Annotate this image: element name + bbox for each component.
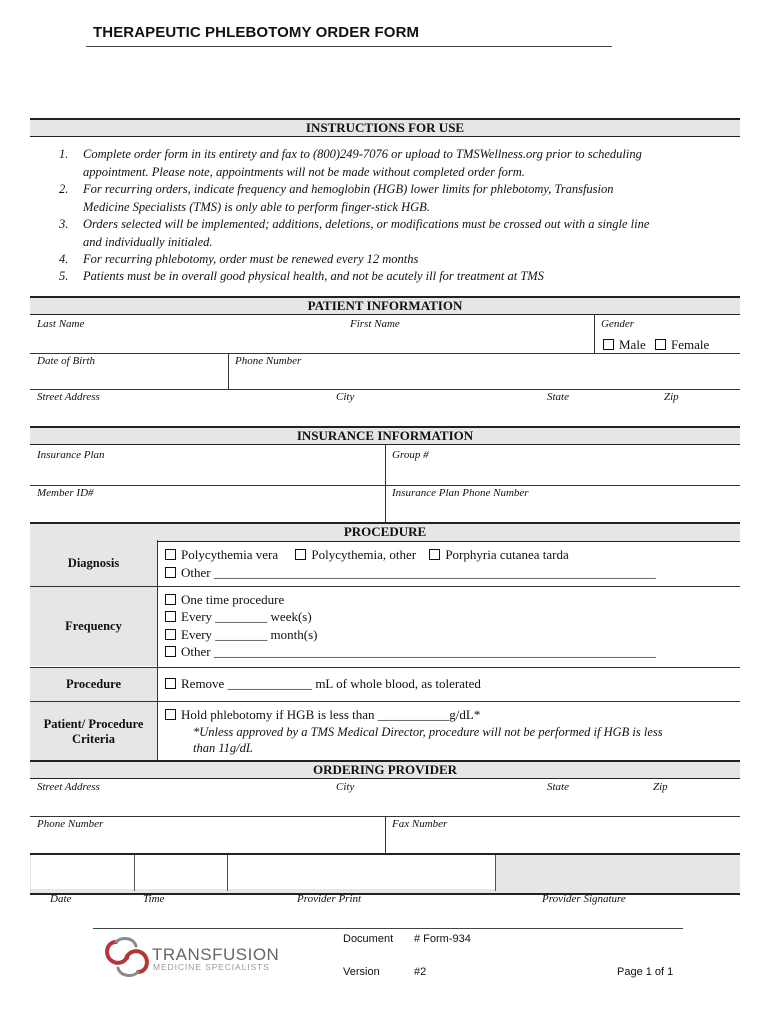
member-id-field[interactable]: Member ID#: [37, 487, 94, 499]
tms-logo-icon: [102, 934, 152, 980]
criteria-note-line: *Unless approved by a TMS Medical Director, procedure will not be performed if HGB is less: [193, 725, 663, 739]
diagnosis-other-checkbox[interactable]: Other ____________________________________________________________________: [165, 564, 656, 581]
divider: [30, 389, 740, 390]
zip-field[interactable]: Zip: [664, 391, 679, 403]
checkbox-icon: [429, 549, 440, 560]
provider-print-label: Provider Print: [297, 893, 362, 905]
instruction-item-3: [59, 216, 650, 251]
divider: [594, 314, 595, 354]
instruction-text: Orders selected will be implemented; additions, deletions, or modifications must be crossed out with a single line: [83, 217, 650, 231]
criteria-label-line: Patient/ Procedure: [43, 716, 144, 731]
criteria-note-line: than 11g/dL: [193, 741, 253, 755]
title-underline: [86, 46, 612, 47]
instruction-number: 5.: [59, 269, 69, 283]
checkbox-icon: [655, 339, 666, 350]
instruction-item-1: [59, 146, 642, 181]
divider: [30, 485, 740, 486]
instruction-text: For recurring phlebotomy, order must be renewed every 12 months: [83, 252, 419, 266]
hold-phlebotomy-checkbox[interactable]: Hold phlebotomy if HGB is less than ___________g/dL*: [165, 706, 480, 723]
checkbox-icon: [165, 549, 176, 560]
form-title: THERAPEUTIC PHLEBOTOMY ORDER FORM: [93, 24, 420, 41]
checkbox-icon: [603, 339, 614, 350]
footer-rule: [93, 928, 683, 929]
dob-field[interactable]: Date of Birth: [37, 355, 96, 367]
provider-street-field[interactable]: Street Address: [37, 781, 100, 793]
checkbox-icon: [165, 629, 176, 640]
version-number: #2: [414, 966, 427, 978]
insurance-heading: INSURANCE INFORMATION: [30, 426, 740, 445]
frequency-label: Frequency: [30, 587, 157, 666]
divider: [157, 540, 158, 762]
page-indicator: Page 1 of 1: [617, 966, 674, 978]
polycythemia-vera-checkbox[interactable]: Polycythemia vera: [165, 547, 278, 562]
plan-phone-field[interactable]: Insurance Plan Phone Number: [392, 487, 529, 499]
checkbox-icon: [295, 549, 306, 560]
provider-state-field[interactable]: State: [547, 781, 569, 793]
procedure-label: Procedure: [30, 668, 157, 701]
instructions-heading: INSTRUCTIONS FOR USE: [30, 118, 740, 137]
document-number: # Form-934: [414, 933, 471, 945]
instruction-item-5: [59, 268, 544, 286]
divider: [228, 353, 229, 389]
instruction-text: and individually initialed.: [83, 234, 213, 249]
state-field[interactable]: State: [547, 391, 569, 403]
freq-month-checkbox[interactable]: Every ________ month(s): [165, 626, 317, 643]
phone-field[interactable]: Phone Number: [235, 355, 302, 367]
male-checkbox[interactable]: Male: [603, 337, 646, 352]
provider-heading: ORDERING PROVIDER: [30, 760, 740, 779]
instruction-text: Medicine Specialists (TMS) is only able to perform finger-stick HGB.: [83, 199, 430, 214]
provider-zip-field[interactable]: Zip: [653, 781, 668, 793]
provider-signature-label: Provider Signature: [542, 893, 626, 905]
criteria-label-line: Criteria: [71, 731, 116, 746]
time-input[interactable]: [135, 855, 227, 889]
provider-phone-field[interactable]: Phone Number: [37, 818, 104, 830]
instruction-number: 4.: [59, 252, 69, 266]
first-name-field[interactable]: First Name: [350, 318, 400, 330]
instruction-number: 2.: [59, 182, 69, 196]
instruction-text: Complete order form in its entirety and fax to (800)249-7076 or upload to TMSWellness.org prior to scheduling: [83, 147, 642, 161]
gender-label: Gender: [601, 318, 634, 330]
criteria-note: [193, 724, 663, 756]
provider-city-field[interactable]: City: [336, 781, 355, 793]
instruction-item-4: [59, 251, 419, 269]
date-label: Date: [50, 893, 72, 905]
checkbox-icon: [165, 594, 176, 605]
checkbox-icon: [165, 709, 176, 720]
instruction-text: Patients must be in overall good physical health, and not be acutely ill for treatment at TMS: [83, 269, 544, 283]
provider-signature-input[interactable]: [496, 855, 740, 889]
logo-tagline: MEDICINE SPECIALISTS: [153, 962, 270, 972]
provider-print-input[interactable]: [228, 855, 495, 889]
time-label: Time: [143, 893, 165, 905]
divider: [30, 353, 740, 354]
document-label: Document: [343, 933, 394, 945]
remove-blood-checkbox[interactable]: Remove _____________ mL of whole blood, as tolerated: [165, 675, 481, 692]
group-field[interactable]: Group #: [392, 449, 429, 461]
criteria-label: [30, 702, 157, 761]
date-input[interactable]: [31, 855, 134, 889]
freq-other-checkbox[interactable]: Other ____________________________________________________________________: [165, 643, 656, 660]
instruction-item-2: [59, 181, 614, 216]
freq-week-checkbox[interactable]: Every ________ week(s): [165, 608, 312, 625]
city-field[interactable]: City: [336, 391, 355, 403]
provider-fax-field[interactable]: Fax Number: [392, 818, 448, 830]
checkbox-icon: [165, 678, 176, 689]
street-field[interactable]: Street Address: [37, 391, 100, 403]
logo-name: TRANSFUSION: [152, 945, 280, 964]
female-checkbox[interactable]: Female: [655, 337, 709, 352]
instruction-text: appointment. Please note, appointments will not be made without completed order form.: [83, 164, 525, 179]
polycythemia-other-checkbox[interactable]: Polycythemia, other: [295, 547, 416, 562]
last-name-field[interactable]: Last Name: [37, 318, 85, 330]
instruction-text: For recurring orders, indicate frequency and hemoglobin (HGB) lower limits for phlebotomy, Transfusion: [83, 182, 614, 196]
procedure-heading: PROCEDURE: [30, 522, 740, 542]
gender-options: [603, 336, 709, 353]
diagnosis-options-row: [165, 546, 569, 563]
freq-once-checkbox[interactable]: One time procedure: [165, 591, 284, 608]
diagnosis-label: Diagnosis: [30, 541, 157, 586]
checkbox-icon: [165, 611, 176, 622]
instruction-number: 1.: [59, 147, 69, 161]
porphyria-checkbox[interactable]: Porphyria cutanea tarda: [429, 547, 568, 562]
checkbox-icon: [165, 567, 176, 578]
divider: [385, 816, 386, 853]
patient-info-heading: PATIENT INFORMATION: [30, 296, 740, 315]
divider: [385, 444, 386, 522]
instruction-number: 3.: [59, 217, 69, 231]
checkbox-icon: [165, 646, 176, 657]
insurance-plan-field[interactable]: Insurance Plan: [37, 449, 105, 461]
version-label: Version: [343, 966, 380, 978]
